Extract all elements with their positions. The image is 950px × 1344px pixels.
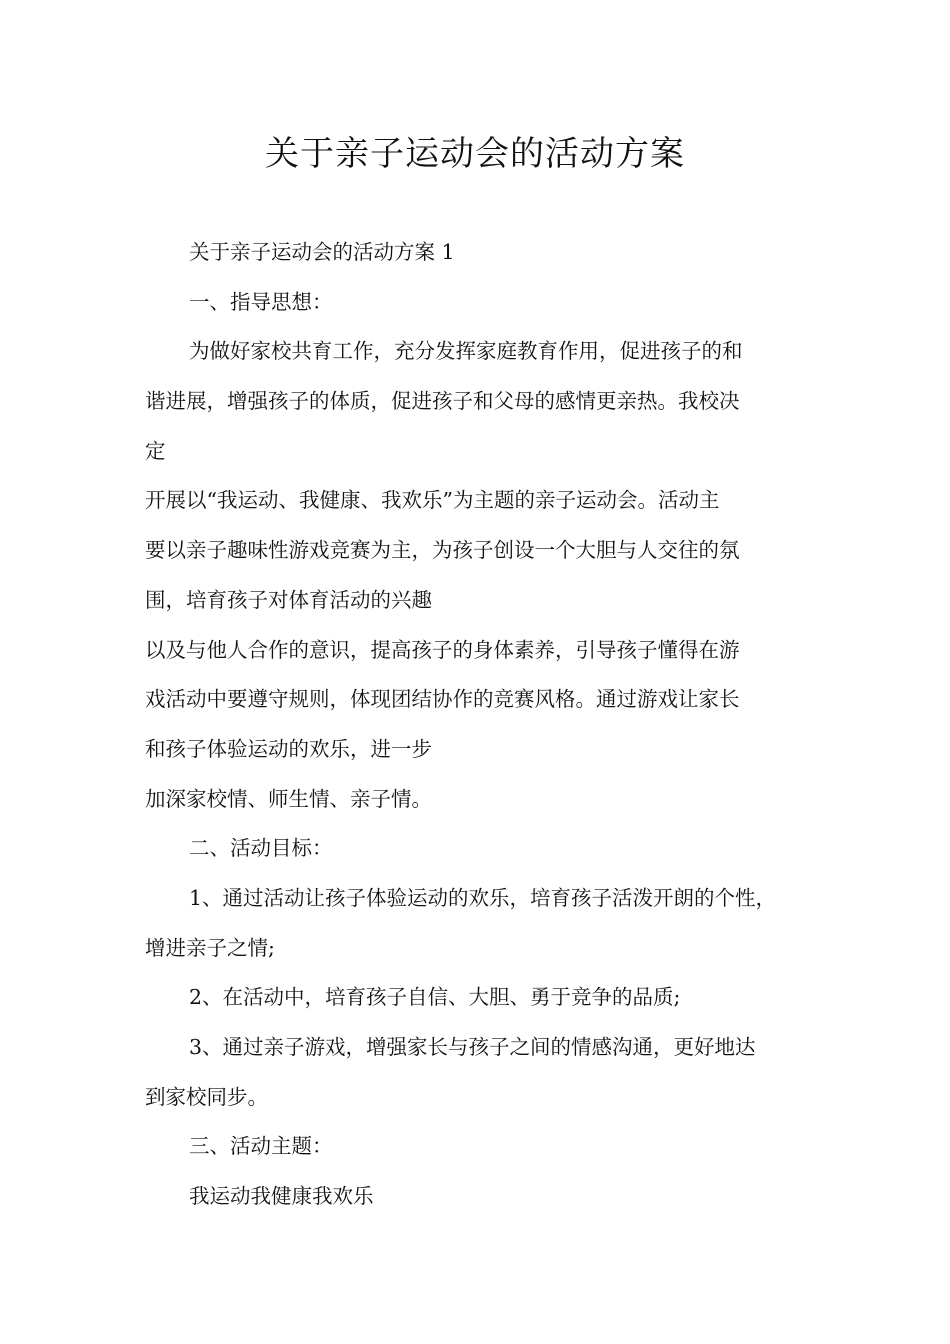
- text-line: 谐进展，增强孩子的体质，促进孩子和父母的感情更亲热。我校决: [145, 389, 740, 414]
- text-line: 3、通过亲子游戏，增强家长与孩子之间的情感沟通，更好地达: [189, 1035, 756, 1059]
- text-line: 加深家校情、师生情、亲子情。: [145, 786, 432, 811]
- document-title: 关于亲子运动会的活动方案: [265, 134, 685, 174]
- text-line: 要以亲子趣味性游戏竞赛为主，为孩子创设一个大胆与人交往的氛: [145, 538, 740, 563]
- text-line: 1、通过活动让孩子体验运动的欢乐，培育孩子活泼开朗的个性，: [189, 885, 777, 910]
- text-line: 和孩子体验运动的欢乐，进一步: [145, 736, 432, 761]
- text-line: 三、活动主题：: [189, 1134, 333, 1159]
- text-line: 关于亲子运动会的活动方案 1: [189, 240, 455, 264]
- text-line: 增进亲子之情;: [145, 935, 275, 960]
- text-line: 我运动我健康我欢乐: [189, 1184, 374, 1209]
- text-line: 围，培育孩子对体育活动的兴趣: [145, 587, 432, 612]
- text-line: 以及与他人合作的意识，提高孩子的身体素养，引导孩子懂得在游: [145, 637, 740, 662]
- text-line: 定: [145, 438, 166, 463]
- document-body: [145, 228, 815, 1222]
- text-line: 2、在活动中，培育孩子自信、大胆、勇于竞争的品质;: [189, 985, 681, 1010]
- text-line: 戏活动中要遵守规则，体现团结协作的竞赛风格。通过游戏让家长: [145, 687, 740, 712]
- text-line: 一、指导思想：: [189, 289, 333, 314]
- text-line: 为做好家校共育工作，充分发挥家庭教育作用，促进孩子的和: [189, 339, 743, 364]
- text-line: 二、活动目标：: [189, 836, 333, 861]
- text-line: 开展以“我运动、我健康、我欢乐”为主题的亲子运动会。活动主: [145, 488, 720, 513]
- text-line: 到家校同步。: [145, 1084, 268, 1109]
